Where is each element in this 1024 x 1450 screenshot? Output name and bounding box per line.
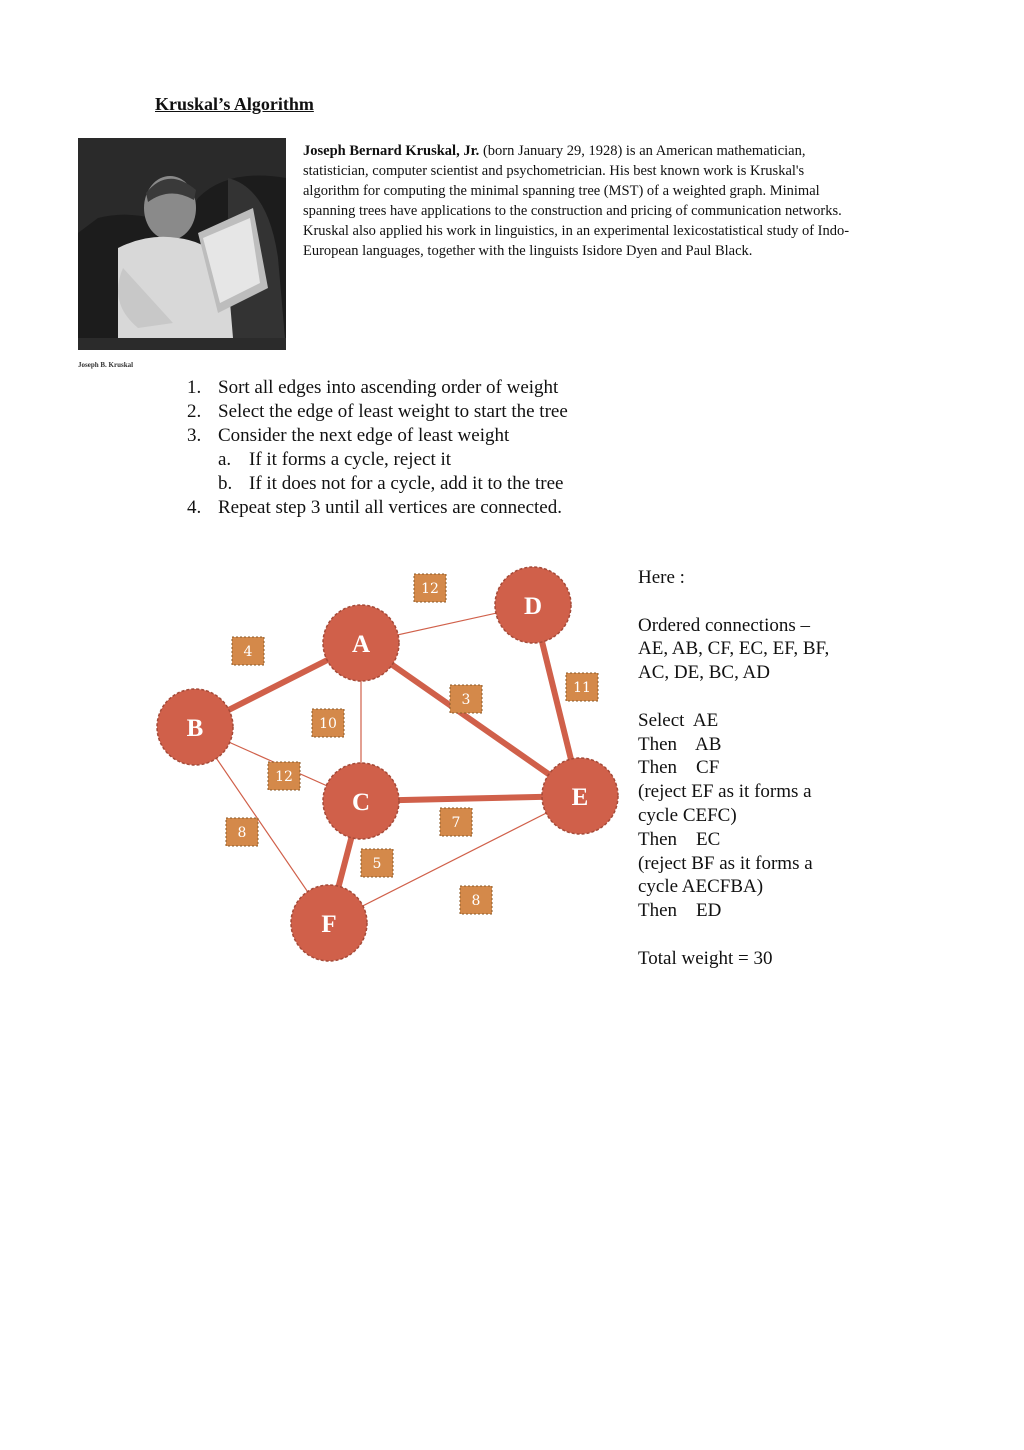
weight-label-ab	[232, 637, 264, 665]
explanation-panel	[638, 566, 898, 971]
explanation-line: Then ED	[638, 900, 722, 922]
explanation-line: Here :	[638, 567, 685, 588]
weight-text: 12	[275, 769, 293, 785]
node-label: E	[571, 784, 589, 811]
substep-item	[218, 448, 568, 472]
weight-label-ef	[460, 886, 492, 914]
step-item	[187, 400, 568, 424]
explanation-line	[638, 923, 898, 947]
weight-text: 7	[451, 815, 461, 831]
weight-text: 8	[471, 893, 481, 909]
weight-text: 8	[237, 825, 247, 841]
bio-name: Joseph Bernard Kruskal, Jr.	[303, 143, 480, 159]
substep-text: If it does not for a cycle, add it to the tree	[249, 473, 564, 494]
portrait-image	[78, 138, 286, 350]
explanation-line: Then CF	[638, 757, 720, 779]
substep-list	[187, 448, 568, 496]
substep-item	[218, 472, 568, 496]
weighted-graph-diagram	[150, 560, 620, 980]
explanation-line: Total weight = 30	[638, 947, 773, 969]
node-f	[291, 885, 367, 961]
step-text: Select the edge of least weight to start the tree	[218, 401, 568, 422]
biography-paragraph	[303, 141, 858, 261]
weight-text: 5	[372, 856, 382, 872]
node-a	[323, 605, 399, 681]
explanation-line: Then AB	[638, 733, 722, 755]
node-c	[323, 763, 399, 839]
weight-label-ce	[440, 808, 472, 836]
weight-text: 4	[243, 644, 253, 660]
step-number: 3.	[187, 425, 202, 446]
node-e	[542, 758, 618, 834]
bio-text: (born January 29, 1928) is an American mathematician, statistician, computer scientist and psychometrician. His best known work is Kruskal's algorithm for computing the minimal spanning tree (MST) of a weighted graph. Minimal spanning trees have applications to the construction and pricing of communication networks. Kruskal also applied his work in linguistics, in an experimental lexicostatistical study of Indo-European languages, together with the linguists Isidore Dyen and Paul Black.	[303, 143, 850, 259]
weight-label-ae	[450, 685, 482, 713]
portrait-photo	[78, 138, 286, 350]
substep-text: If it forms a cycle, reject it	[249, 449, 452, 470]
substep-list-wrapper	[187, 448, 568, 496]
weight-label-ad	[414, 574, 446, 602]
node-label: A	[351, 631, 371, 658]
explanation-line	[638, 685, 898, 709]
weight-label-cf	[361, 849, 393, 877]
weight-text: 10	[319, 716, 337, 732]
page-title: Kruskal’s Algorithm	[155, 94, 314, 114]
explanation-line: cycle AECFBA)	[638, 876, 764, 898]
node-label: B	[186, 715, 204, 742]
nodes-layer	[157, 567, 618, 961]
step-item	[187, 376, 568, 400]
step-text: Sort all edges into ascending order of weight	[218, 377, 559, 398]
explanation-line: Select AE	[638, 709, 719, 731]
step-number: 4.	[187, 497, 202, 518]
weight-text: 11	[573, 680, 591, 696]
node-label: D	[523, 593, 543, 620]
explanation-line: AC, DE, BC, AD	[638, 662, 770, 684]
node-d	[495, 567, 571, 643]
explanation-line: Then EC	[638, 828, 721, 850]
substep-letter: a.	[218, 449, 232, 470]
step-item	[187, 496, 568, 520]
explanation-line: cycle CEFC)	[638, 804, 737, 826]
explanation-line: Ordered connections –	[638, 614, 810, 636]
step-number: 2.	[187, 401, 202, 422]
weight-label-de	[566, 673, 598, 701]
explanation-line: AE, AB, CF, EC, EF, BF,	[638, 638, 830, 660]
step-text: Repeat step 3 until all vertices are connected.	[218, 497, 562, 518]
weight-label-bf	[226, 818, 258, 846]
substep-letter: b.	[218, 473, 233, 494]
step-item	[187, 424, 568, 448]
step-text: Consider the next edge of least weight	[218, 425, 510, 446]
node-b	[157, 689, 233, 765]
weight-text: 12	[421, 581, 439, 597]
explanation-line: (reject BF as it forms a	[638, 852, 813, 874]
algorithm-steps	[187, 376, 568, 520]
step-number: 1.	[187, 377, 202, 398]
explanation-line: (reject EF as it forms a	[638, 781, 812, 803]
explanation-line	[638, 590, 898, 614]
weight-label-bc	[268, 762, 300, 790]
node-label: F	[321, 911, 337, 938]
photo-caption: Joseph B. Kruskal	[78, 361, 134, 369]
node-label: C	[351, 789, 371, 816]
weight-text: 3	[461, 692, 471, 708]
weight-label-ac	[312, 709, 344, 737]
